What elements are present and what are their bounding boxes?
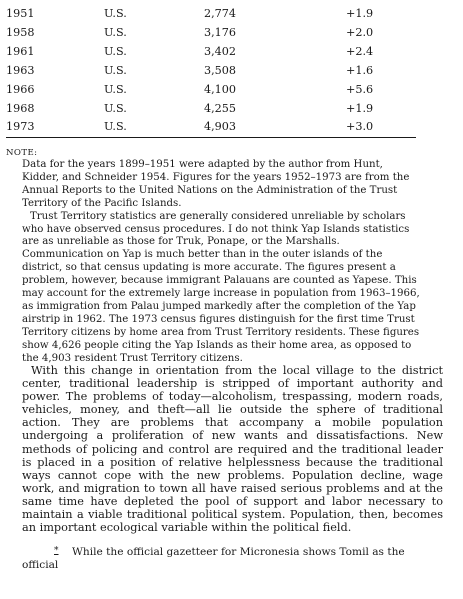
census-table [6,5,416,138]
place-cell: U.S. [104,118,204,137]
change-cell: +1.9 [346,101,374,115]
change-cell: +1.6 [346,63,374,77]
note-paragraph-reliability: Trust Territory statistics are generally considered unreliable by scholars who have observed census procedures. I do not think Yap Islands statistics are as unreliable as those for Truk, Ponape, or the Marshalls. Communication on Yap is much better than in the outer islands of the district, so that census updating is more accurate. The figures present a problem, however, because immigrant Palauans are counted as Yapese. This may account for the extremely large increase in population from 1963–1966, as immigration from Palau jumped markedly after the completion of the Yap airstrip in 1962. The 1973 census figures distinguish for the first time Trust Territory citizens by home area from Trust Territory residents. These figures show 4,626 people citing the Yap Islands as their home area, as opposed to the 4,903 resident Trust Territory citizens. [22,210,420,364]
population-cell: 3,508 [204,63,237,77]
table-row [6,62,416,81]
year-cell: 1968 [6,101,35,115]
footnote-marker: * [54,546,59,556]
body-text [22,364,443,534]
footnote-text: While the official gazetteer for Micronesia shows Tomil as the official [22,546,405,571]
census-table-body [6,5,416,138]
year-cell: 1958 [6,25,35,39]
population-cell: 4,255 [204,101,237,115]
place-cell: U.S. [104,7,127,20]
place-cell: U.S. [104,25,127,39]
table-row [6,24,416,43]
population-cell: 4,100 [204,82,237,96]
table-row [6,118,416,137]
population-cell: 3,176 [204,25,237,39]
note-paragraph-sources: Data for the years 1899–1951 were adapted by the author from Hunt, Kidder, and Schneider 1954. Figures for the years 1952–1973 are from the Annual Reports to the United Nations on the Administration of the Trust Territory of the Pacific Islands. [22,159,410,209]
table-row [6,100,416,119]
change-cell: +1.9 [346,7,374,20]
change-cell: +2.0 [346,25,374,39]
year-cell: 1963 [6,63,35,77]
year-cell: 1973 [6,118,104,137]
table-row [6,81,416,100]
table-notes [22,159,420,366]
change-cell: +2.4 [346,44,374,58]
year-cell: 1951 [6,7,35,20]
place-cell: U.S. [104,63,127,77]
year-cell: 1961 [6,44,35,58]
place-cell: U.S. [104,82,127,96]
body-paragraph: With this change in orientation from the local village to the district center, traditional leadership is stripped of important authority and power. The problems of today—alcoholism, trespassing, modern roads, vehicles, money, and theft—all lie outside the sphere of traditional action. They are problems that accompany a mobile population undergoing a proliferation of new wants and dissatisfactions. New methods of policing and control are required and the traditional leader is placed in a position of relative helplessness because the traditional ways cannot cope with the new problems. Population decline, wage work, and migration to town all have raised serious problems and at the same time have depleted the pool of support and labor necessary to maintain a viable traditional political system. Population, then, becomes an important ecological variable within the political field. [22,364,443,535]
year-cell: 1966 [6,82,35,96]
change-cell: +5.6 [346,82,374,96]
place-cell: U.S. [104,101,127,115]
population-cell: 4,903 [204,118,346,137]
footnote [22,545,442,572]
note-label: NOTE: [6,148,38,158]
table-row [6,5,416,24]
population-cell: 2,774 [204,7,237,20]
place-cell: U.S. [104,44,127,58]
table-row [6,43,416,62]
population-cell: 3,402 [204,44,237,58]
change-cell: +3.0 [346,118,416,137]
